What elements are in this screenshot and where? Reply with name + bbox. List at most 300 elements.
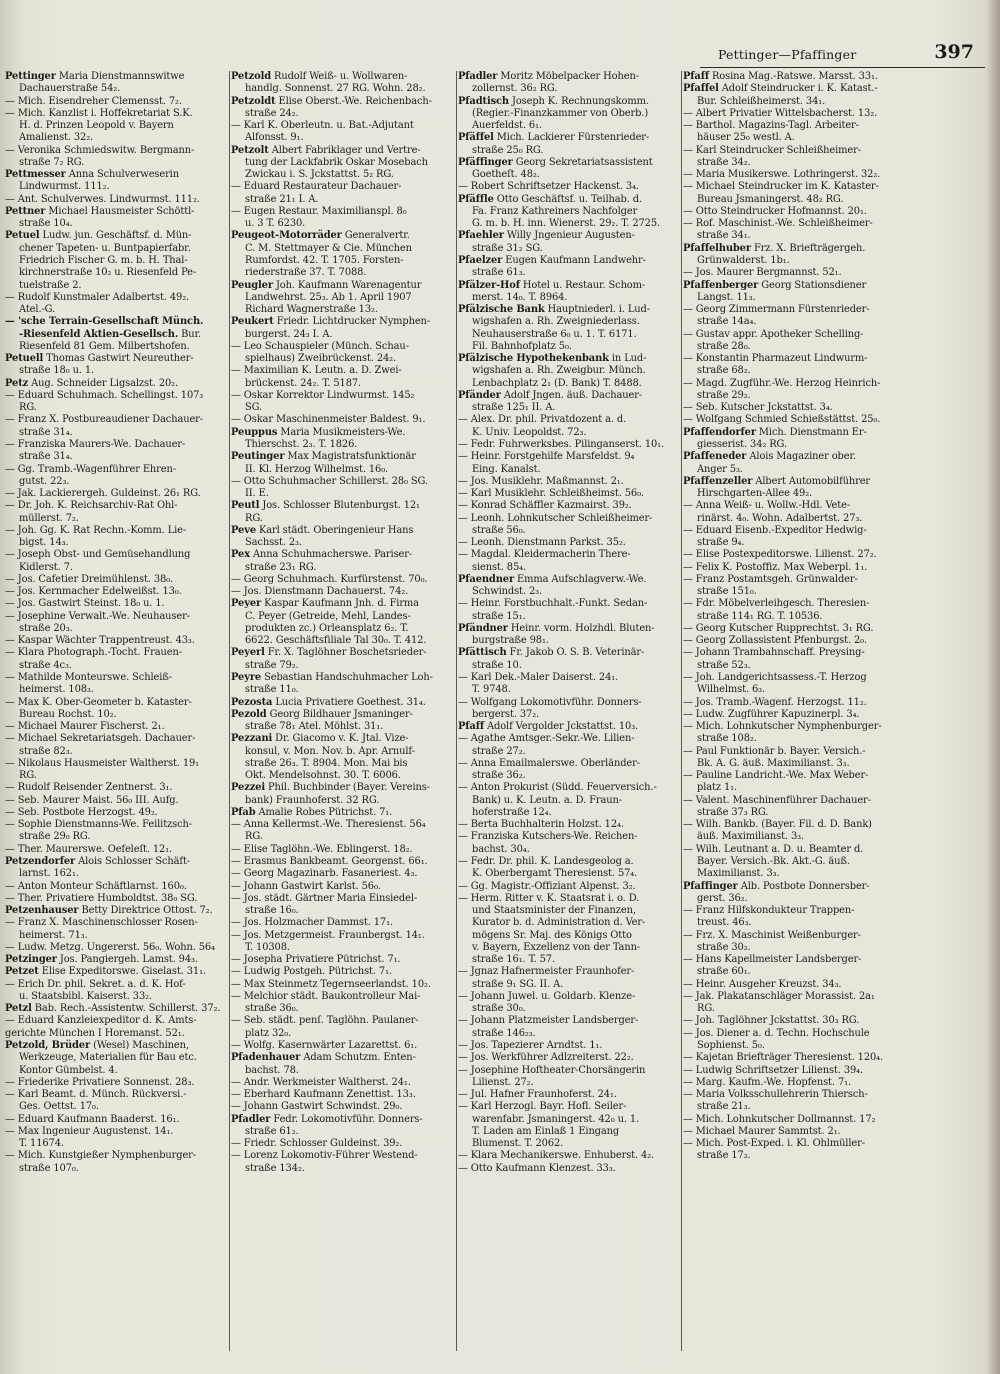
page-number: 397 xyxy=(934,41,974,63)
entry-text: — Franziska Kutschers-We. Reichen- xyxy=(458,831,638,843)
entry-text: straße 25₀ RG. xyxy=(472,144,544,156)
directory-entry-line xyxy=(458,623,679,635)
directory-entry-line xyxy=(231,218,453,230)
entry-text: burgstraße 98₁. xyxy=(472,635,549,647)
directory-entry-line xyxy=(5,169,227,181)
entry-text: 6622. Geschäftsfiliale Tal 30₀. T. 412. xyxy=(245,635,427,647)
entry-text: straße 27₂. xyxy=(472,745,526,757)
directory-entry-line xyxy=(683,513,905,525)
directory-entry-line xyxy=(458,709,679,721)
directory-entry-line xyxy=(458,1028,679,1040)
entry-text: — Anton Prokurist (Südd. Feuerversich.- xyxy=(458,782,657,794)
entry-text: — Andr. Werkmeister Waltherst. 24₁. xyxy=(231,1076,411,1088)
entry-text: wigshafen a. Rh. Zweigniederlass. xyxy=(472,316,640,328)
directory-entry-line xyxy=(683,255,905,267)
directory-entry-line xyxy=(458,635,679,647)
directory-entry-line xyxy=(5,954,227,966)
directory-entry-line xyxy=(231,635,453,647)
directory-entry-line xyxy=(5,1126,227,1138)
directory-entry-line xyxy=(5,917,227,929)
entry-text: Georg Sekretariatsassistent xyxy=(512,156,653,168)
entry-surname: Pezold xyxy=(231,708,267,720)
directory-entry-line xyxy=(683,770,905,782)
directory-entry-line xyxy=(231,83,453,95)
header-rule xyxy=(700,67,985,68)
directory-entry-line xyxy=(5,807,227,819)
entry-text: gerichte München I Horemanst. 52₁. xyxy=(5,1027,185,1039)
directory-entry-line xyxy=(458,733,679,745)
entry-text: Amalienst. 32₂. xyxy=(19,132,94,144)
directory-entry-line xyxy=(458,611,679,623)
entry-surname: Pfaffenzeller xyxy=(683,475,753,487)
directory-entry-line xyxy=(5,304,227,316)
directory-entry-line xyxy=(5,120,227,132)
entry-text: straße 61₂. xyxy=(245,1125,299,1137)
directory-entry-line xyxy=(231,574,453,586)
entry-text: Rumfordst. 42. T. 1705. Forsten- xyxy=(245,254,404,266)
entry-text: — Jul. Hafner Fraunhoferst. 24₁. xyxy=(458,1089,617,1101)
entry-text: — Jos. Cafetier Dreimühlenst. 38₀. xyxy=(5,573,174,585)
directory-entry-line xyxy=(5,1052,227,1064)
directory-entry-line xyxy=(5,1015,227,1027)
entry-text: straße 107₀. xyxy=(19,1162,79,1174)
directory-entry-line xyxy=(231,145,453,157)
entry-text: — Sophie Dienstmanns-We. Feilitzsch- xyxy=(5,819,192,831)
directory-entry-line xyxy=(458,1126,679,1138)
directory-entry-line xyxy=(231,402,453,414)
entry-text: — Leo Schauspieler (Münch. Schau- xyxy=(231,340,409,352)
directory-entry-line xyxy=(683,194,905,206)
directory-entry-line xyxy=(231,132,453,144)
directory-entry-line xyxy=(5,549,227,561)
column-divider xyxy=(229,71,230,1351)
directory-entry-line xyxy=(683,464,905,476)
entry-text: Kontor Gümbelst. 4. xyxy=(19,1064,118,1076)
entry-text: T. 9748. xyxy=(472,684,511,696)
entry-text: Elise Oberst.-We. Reichenbach- xyxy=(275,95,432,107)
directory-entry-line xyxy=(5,598,227,610)
entry-text: — Erasmus Bankbeamt. Georgenst. 66₁. xyxy=(231,856,428,867)
entry-text: straße 34₁. xyxy=(697,230,751,242)
directory-entry-line xyxy=(683,746,905,758)
directory-entry-line xyxy=(683,537,905,549)
entry-surname: Pfadenhauer xyxy=(231,1052,301,1064)
entry-text: — Erich Dr. phil. Sekret. a. d. K. Hof- xyxy=(5,978,186,990)
directory-entry-line xyxy=(683,562,905,574)
directory-entry-line xyxy=(458,378,679,390)
entry-text: straße 125₁ II. A. xyxy=(472,402,556,414)
entry-surname: Pfäffinger xyxy=(458,156,513,168)
directory-entry-line xyxy=(231,672,453,684)
directory-entry-line xyxy=(458,574,679,586)
directory-entry-line xyxy=(5,979,227,991)
entry-text: — Karl Beamt. d. Münch. Rückversi.- xyxy=(5,1089,187,1101)
entry-text: Alb. Postbote Donnersber- xyxy=(737,880,870,892)
directory-entry-line xyxy=(231,206,453,218)
directory-entry-line xyxy=(683,623,905,635)
directory-entry-line xyxy=(5,414,227,426)
entry-text: — Gg. Magistr.-Offiziant Alpenst. 3₂. xyxy=(458,880,636,892)
entry-surname: Peugler xyxy=(231,279,273,291)
entry-text: — Seb. Postbote Herzogst. 49₂. xyxy=(5,806,158,818)
entry-text: straße 28₀. xyxy=(697,340,751,352)
directory-entry-line xyxy=(458,451,679,463)
entry-surname: Pezzani xyxy=(231,733,273,745)
directory-entry-line xyxy=(231,905,453,917)
entry-text: Karl städt. Oberingenieur Hans xyxy=(255,524,414,536)
directory-entry-line xyxy=(458,647,679,659)
directory-entry-line xyxy=(5,341,227,353)
entry-text: Fa. Franz Kathreiners Nachfolger xyxy=(472,205,638,217)
directory-entry-line xyxy=(458,218,679,230)
directory-entry-line xyxy=(231,733,453,745)
directory-entry-line xyxy=(231,819,453,831)
entry-text: — Eduard Kanzleiexpeditor d. K. Amts- xyxy=(5,1015,197,1027)
directory-entry-line xyxy=(5,1163,227,1175)
entry-text: — Eduard Schuhmach. Schellingst. 107₃ xyxy=(5,389,204,401)
directory-entry-line xyxy=(683,500,905,512)
entry-text: Jos. Pangiergeh. Lamst. 94₃. xyxy=(56,954,198,966)
directory-entry-line xyxy=(231,476,453,488)
directory-entry-line xyxy=(458,1052,679,1064)
entry-surname: Petzoldt xyxy=(231,95,276,107)
entry-text: — Franz X. Maschinenschlosser Rosen- xyxy=(5,917,198,929)
directory-entry-line xyxy=(231,770,453,782)
entry-surname: Pfaffinger xyxy=(683,880,738,892)
entry-text: Otto Geschäftsf. u. Teilhab. d. xyxy=(493,193,642,205)
entry-text: Ges. Oettst. 17₀. xyxy=(19,1101,99,1113)
entry-text: Lenbachplatz 2₁ (D. Bank) T. 8488. xyxy=(472,377,642,389)
entry-text: — Max Ingenieur Augustenst. 14₁. xyxy=(5,1125,174,1137)
directory-entry-line xyxy=(458,819,679,831)
directory-entry-line xyxy=(231,660,453,672)
entry-surname: Petuell xyxy=(5,353,44,365)
directory-entry-line xyxy=(231,169,453,181)
directory-entry-line xyxy=(458,672,679,684)
directory-entry-line xyxy=(458,157,679,169)
directory-entry-line xyxy=(5,574,227,586)
entry-text: — Friederike Privatiere Sonnenst. 28₃. xyxy=(5,1076,195,1088)
entry-text: RG. xyxy=(245,831,263,843)
entry-text: produkten zc.) Orleansplatz 6₂. T. xyxy=(245,622,409,634)
directory-entry-line xyxy=(683,660,905,672)
entry-text: Grünwalderst. 1b₁. xyxy=(697,254,790,266)
entry-surname: Peukert xyxy=(231,316,274,328)
directory-entry-line xyxy=(683,427,905,439)
entry-surname: Pfaffenberger xyxy=(683,279,759,291)
entry-text: Bureau Rochst. 10₂. xyxy=(19,708,117,720)
entry-text: — Eberhard Kaufmann Zenettist. 13₃. xyxy=(231,1089,416,1101)
entry-text: — Josephine Verwalt.-We. Neuhauser- xyxy=(5,610,190,622)
entry-text: müllerst. 7₂. xyxy=(19,512,79,524)
entry-text: straße 31₄. xyxy=(19,451,73,463)
directory-entry-line xyxy=(231,353,453,365)
entry-text: straße 16₁. T. 57. xyxy=(472,954,555,966)
entry-text: — Jos. Musiklehr. Maßmannst. 2₁. xyxy=(458,475,624,487)
entry-text: straße 134₂. xyxy=(245,1162,305,1174)
entry-text: (Regier.-Finanzkammer von Oberb.) xyxy=(472,107,649,119)
entry-text: — Jos. Metzgermeist. Fraunbergst. 14₁. xyxy=(231,929,425,941)
entry-text: — Wilh. Leutnant a. D. u. Beamter d. xyxy=(683,843,864,855)
entry-text: wigshafen a. Rh. Zweigbur. Münch. xyxy=(472,365,646,377)
entry-text: tuelstraße 2. xyxy=(19,279,82,291)
directory-entry-line xyxy=(683,1052,905,1064)
entry-text: — Jos. Werkführer Adlzreiterst. 22₂. xyxy=(458,1052,634,1064)
entry-text: — Frz. X. Maschinist Weißenburger- xyxy=(683,929,861,941)
directory-entry-line xyxy=(683,476,905,488)
directory-column-4 xyxy=(683,71,905,1163)
entry-surname: Peyer xyxy=(231,598,262,610)
entry-text: treust. 46₃. xyxy=(697,917,752,929)
entry-text: H. d. Prinzen Leopold v. Bayern xyxy=(19,120,174,132)
entry-text: — Jgnaz Hafnermeister Fraunhofer- xyxy=(458,966,635,978)
directory-entry-line xyxy=(458,1077,679,1089)
directory-entry-line xyxy=(458,844,679,856)
entry-text: — Karl K. Oberleutn. u. Bat.-Adjutant xyxy=(231,120,414,132)
entry-text: straße 114₁ RG. T. 10536. xyxy=(697,610,823,622)
directory-entry-line xyxy=(5,1089,227,1101)
directory-entry-line xyxy=(5,684,227,696)
directory-entry-line xyxy=(231,525,453,537)
directory-entry-line xyxy=(683,684,905,696)
directory-entry-line xyxy=(231,513,453,525)
directory-entry-line xyxy=(683,819,905,831)
directory-entry-line xyxy=(683,1065,905,1077)
entry-text: Maria Dienstmannswitwe xyxy=(55,71,185,82)
directory-entry-line xyxy=(458,464,679,476)
directory-entry-line xyxy=(5,856,227,868)
directory-entry-line xyxy=(5,378,227,390)
directory-entry-line xyxy=(231,709,453,721)
directory-entry-line xyxy=(458,537,679,549)
entry-text: heimerst. 108₃. xyxy=(19,684,94,696)
directory-entry-line xyxy=(5,267,227,279)
directory-entry-line xyxy=(231,1150,453,1162)
directory-entry-line xyxy=(458,697,679,709)
entry-text: — Max Steinmetz Tegernseerlandst. 10₂. xyxy=(231,978,431,990)
entry-text: — Johann Platzmeister Landsberger- xyxy=(458,1015,639,1027)
entry-text: — Seb. Kutscher Jckstattst. 3₄. xyxy=(683,402,833,414)
entry-text: in Lud- xyxy=(608,353,647,365)
entry-surname: Peuppus xyxy=(231,426,278,438)
directory-entry-line xyxy=(683,807,905,819)
directory-entry-line xyxy=(5,746,227,758)
directory-entry-line xyxy=(231,267,453,279)
entry-text: u. Staatsbibl. Kaiserst. 33₂. xyxy=(19,990,152,1002)
directory-entry-line xyxy=(231,549,453,561)
entry-surname: -Riesenfeld Aktien-Gesellsch. xyxy=(19,328,179,340)
entry-surname: Peyre xyxy=(231,672,262,684)
directory-entry-line xyxy=(231,746,453,758)
entry-text: — Paul Funktionär b. Bayer. Versich.- xyxy=(683,745,866,757)
directory-entry-line xyxy=(5,819,227,831)
directory-entry-line xyxy=(231,1015,453,1027)
directory-entry-line xyxy=(5,709,227,721)
entry-text: — Kaspar Wächter Trappentreust. 43₃. xyxy=(5,635,195,647)
directory-entry-line xyxy=(5,194,227,206)
entry-text: Adolf Vergolder Jckstattst. 10₃. xyxy=(483,721,639,733)
entry-text: — Ludw. Zugführer Kapuzinerpl. 3₄. xyxy=(683,708,860,720)
directory-entry-line xyxy=(458,905,679,917)
entry-text: Fedr. Lokomotivführ. Donners- xyxy=(270,1113,423,1125)
entry-text: — Jos. Diener a. d. Techn. Hochschule xyxy=(683,1027,870,1039)
directory-entry-line xyxy=(458,660,679,672)
entry-surname: Peutl xyxy=(231,500,260,512)
entry-surname: Pfaendner xyxy=(458,573,515,585)
directory-entry-line xyxy=(231,378,453,390)
entry-text: Alois Magaziner ober. xyxy=(746,451,857,463)
entry-surname: Pfaffeneder xyxy=(683,451,747,463)
entry-text: — Karl Steindrucker Schleißheimer- xyxy=(683,144,861,156)
entry-text: — Jos. Gastwirt Steinst. 18₀ u. 1. xyxy=(5,598,165,610)
directory-entry-line xyxy=(231,181,453,193)
entry-surname: Pex xyxy=(231,549,250,561)
entry-text: Friedr. Lichtdrucker Nymphen- xyxy=(273,316,431,328)
entry-text: Neuhauserstraße 6₀ u. 1. T. 6171. xyxy=(472,328,637,340)
entry-surname: Pfäffle xyxy=(458,193,494,205)
directory-entry-line xyxy=(5,96,227,108)
entry-text: Goetheſt. 48₂. xyxy=(472,169,540,181)
directory-entry-line xyxy=(458,439,679,451)
directory-entry-line xyxy=(5,562,227,574)
entry-text: RG. xyxy=(697,1003,715,1015)
entry-text: — Friedr. Schlosser Guldeinst. 39₂. xyxy=(231,1138,403,1150)
entry-text: Landwehrst. 25₃. Ab 1. April 1907 xyxy=(245,291,412,303)
directory-entry-line xyxy=(231,243,453,255)
directory-entry-line xyxy=(458,341,679,353)
entry-text: — Seb. städt. penſ. Taglöhn. Paulaner- xyxy=(231,1015,419,1027)
entry-text: bergerst. 37₂. xyxy=(472,708,540,720)
directory-entry-line xyxy=(5,402,227,414)
directory-entry-line xyxy=(683,1077,905,1089)
entry-text: Joh. Kaufmann Warenagentur xyxy=(272,279,422,291)
entry-text: G. m. b. H. inn. Wienerst. 29₂. T. 2725. xyxy=(472,218,661,230)
directory-entry-line xyxy=(5,991,227,1003)
directory-entry-line xyxy=(5,71,227,83)
entry-surname: Pezosta xyxy=(231,696,273,708)
entry-text: — Felix K. Postoffiz. Max Weberpl. 1₁. xyxy=(683,561,868,573)
directory-entry-line xyxy=(458,549,679,561)
entry-text: — Oskar Maschinenmeister Baldest. 9₁. xyxy=(231,414,426,426)
directory-entry-line xyxy=(5,206,227,218)
directory-entry-line xyxy=(5,660,227,672)
entry-text: platz 1₁. xyxy=(697,782,737,794)
directory-entry-line xyxy=(231,758,453,770)
entry-text: — Otto Kaufmann Klenzest. 33₃. xyxy=(458,1162,616,1174)
entry-text: Frz. X. Briefträgergeh. xyxy=(750,242,866,254)
directory-entry-line xyxy=(5,181,227,193)
directory-entry-line xyxy=(5,635,227,647)
entry-text: — Karl Herzogl. Bayr. Hofl. Seiler- xyxy=(458,1101,627,1113)
directory-entry-line xyxy=(5,831,227,843)
entry-text: — Veronika Schmiedswitw. Bergmann- xyxy=(5,144,195,156)
entry-surname: Pfäffel xyxy=(458,132,494,144)
directory-entry-line xyxy=(5,500,227,512)
directory-entry-line xyxy=(458,145,679,157)
entry-text: C. Peyer (Getreide, Mehl, Landes- xyxy=(245,610,411,622)
entry-text: Richard Wagnerstraße 13₂. xyxy=(245,304,378,316)
entry-text: — Franz Postamtsgeh. Grünwalder- xyxy=(683,573,858,585)
entry-text: Maximilianst. 3₃. xyxy=(697,868,780,880)
entry-text: straße 31₄. xyxy=(19,426,73,438)
directory-entry-line xyxy=(683,132,905,144)
entry-text: hoferstraße 12₄. xyxy=(472,806,552,818)
entry-text: — Georg Zollassistent Pfenburgst. 2₀. xyxy=(683,635,868,647)
page-header xyxy=(700,40,985,66)
directory-entry-line xyxy=(231,1114,453,1126)
entry-text: — Wolfgang Schmied Schießstättst. 25₀. xyxy=(683,414,881,426)
entry-text: straße 26₃. T. 8904. Mon. Mai bis xyxy=(245,757,408,769)
entry-text: Fr. Jakob O. S. B. Veterinär- xyxy=(506,647,645,659)
directory-entry-line xyxy=(683,120,905,132)
entry-surname: Pfab xyxy=(231,806,256,818)
entry-text: Kidlerst. 7. xyxy=(19,561,73,573)
directory-entry-line xyxy=(683,1126,905,1138)
entry-text: — Seb. Maurer Maist. 56₀ III. Aufg. xyxy=(5,794,179,806)
directory-entry-line xyxy=(231,598,453,610)
entry-text: Bureau Jsmaningerst. 48₂ RG. xyxy=(697,193,844,205)
entry-text: — Otto Steindrucker Hofmannst. 20₁. xyxy=(683,205,867,217)
entry-text: straße 4c₃. xyxy=(19,659,72,671)
entry-text: — Rof. Maschinist.-We. Schleißheimer- xyxy=(683,218,873,230)
directory-entry-line xyxy=(458,500,679,512)
directory-entry-line xyxy=(5,942,227,954)
entry-text: — Mich. Kanzlist i. Hoffekretariat S.K. xyxy=(5,107,193,119)
directory-entry-line xyxy=(458,795,679,807)
entry-surname: Pfälzische Hypothekenbank xyxy=(458,353,609,365)
entry-text: Betty Direktrice Ottost. 7₂. xyxy=(78,905,213,917)
directory-entry-line xyxy=(231,586,453,598)
entry-text: brückenst. 24₂. T. 5187. xyxy=(245,377,362,389)
entry-text: Rudolf Weiß- u. Wollwaren- xyxy=(271,71,408,82)
entry-text: straße 9₄. xyxy=(697,537,745,549)
directory-entry-line xyxy=(5,353,227,365)
directory-entry-line xyxy=(683,451,905,463)
directory-entry-line xyxy=(683,795,905,807)
directory-entry-line xyxy=(458,71,679,83)
entry-text: — Rudolf Reisender Zentnerst. 3₁. xyxy=(5,782,173,794)
entry-text: — Barthol. Magazins-Tagl. Arbeiter- xyxy=(683,120,859,132)
entry-text: heimerst. 71₃. xyxy=(19,929,88,941)
entry-text: straße 79₂. xyxy=(245,659,299,671)
entry-text: — Rudolf Kunstmaler Adalbertst. 49₂. xyxy=(5,291,190,303)
directory-entry-line xyxy=(458,1003,679,1015)
entry-text: — Maximilian K. Leutn. a. D. Zwei- xyxy=(231,365,402,377)
directory-entry-line xyxy=(5,868,227,880)
entry-text: straße 11₀. xyxy=(245,684,299,696)
directory-entry-line xyxy=(458,108,679,120)
directory-entry-line xyxy=(5,905,227,917)
directory-entry-line xyxy=(683,881,905,893)
entry-text: äuß. Maximilianst. 3₃. xyxy=(697,831,804,843)
directory-entry-line xyxy=(458,930,679,942)
directory-entry-line xyxy=(231,427,453,439)
directory-entry-line xyxy=(458,120,679,132)
directory-entry-line xyxy=(683,917,905,929)
entry-text: straße 20₃. xyxy=(19,622,73,634)
directory-entry-line xyxy=(458,917,679,929)
entry-text: warenfabr. Jsmaningerst. 42₀ u. 1. xyxy=(472,1113,640,1125)
entry-text: — Ludwig Postgeh. Pütrichst. 7₁. xyxy=(231,966,392,978)
directory-entry-line xyxy=(683,108,905,120)
entry-surname: Peutinger xyxy=(231,451,285,463)
directory-entry-line xyxy=(5,697,227,709)
entry-text: T. 11674. xyxy=(19,1138,64,1150)
directory-entry-line xyxy=(683,893,905,905)
directory-entry-line xyxy=(231,1003,453,1015)
directory-entry-line xyxy=(458,1101,679,1113)
directory-entry-line xyxy=(683,598,905,610)
